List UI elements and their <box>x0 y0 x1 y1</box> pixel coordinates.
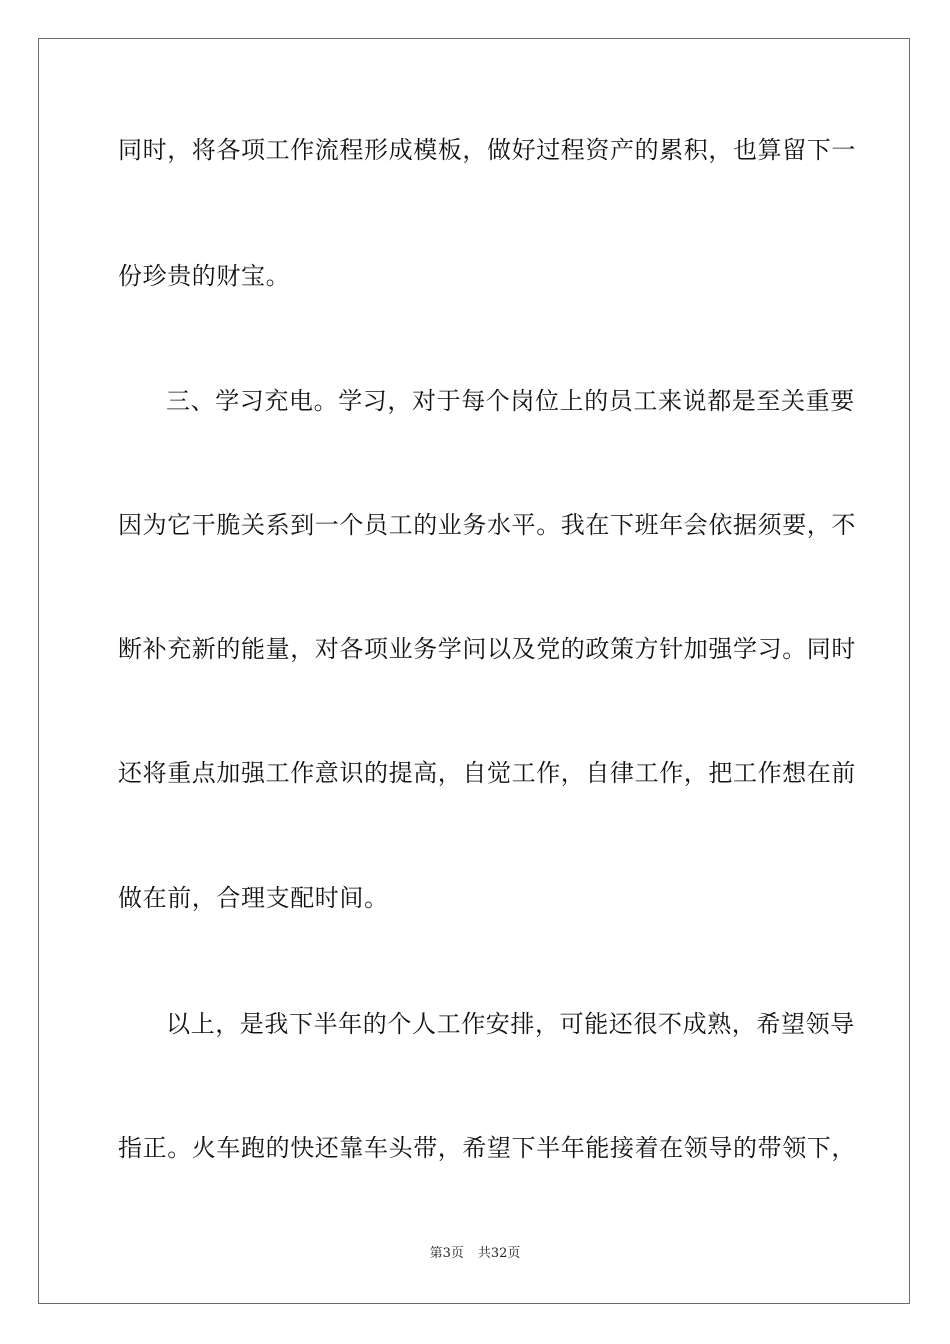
page-number: 第3页 <box>429 1246 464 1261</box>
paragraph-line: 因为它干脆关系到一个员工的业务水平。我在下班年会依据须要，不 <box>118 511 856 539</box>
paragraph-line: 指正。火车跑的快还靠车头带，希望下半年能接着在领导的带领下， <box>118 1134 856 1162</box>
paragraph-line: 断补充新的能量，对各项业务学问以及党的政策方针加强学习。同时 <box>118 635 856 663</box>
paragraph-line: 份珍贵的财宝。 <box>118 262 291 290</box>
page-border <box>38 38 910 1304</box>
page-total: 共32页 <box>477 1246 521 1261</box>
paragraph-line: 以上，是我下半年的个人工作安排，可能还很不成熟，希望领导 <box>166 1010 855 1038</box>
page-footer <box>0 1245 950 1263</box>
paragraph-line: 还将重点加强工作意识的提高，自觉工作，自律工作，把工作想在前 <box>118 759 856 787</box>
paragraph-line: 做在前，合理支配时间。 <box>118 884 389 912</box>
paragraph-line: 三、学习充电。学习，对于每个岗位上的员工来说都是至关重要 <box>166 387 855 415</box>
paragraph-line: 同时，将各项工作流程形成模板，做好过程资产的累积，也算留下一 <box>118 136 856 164</box>
